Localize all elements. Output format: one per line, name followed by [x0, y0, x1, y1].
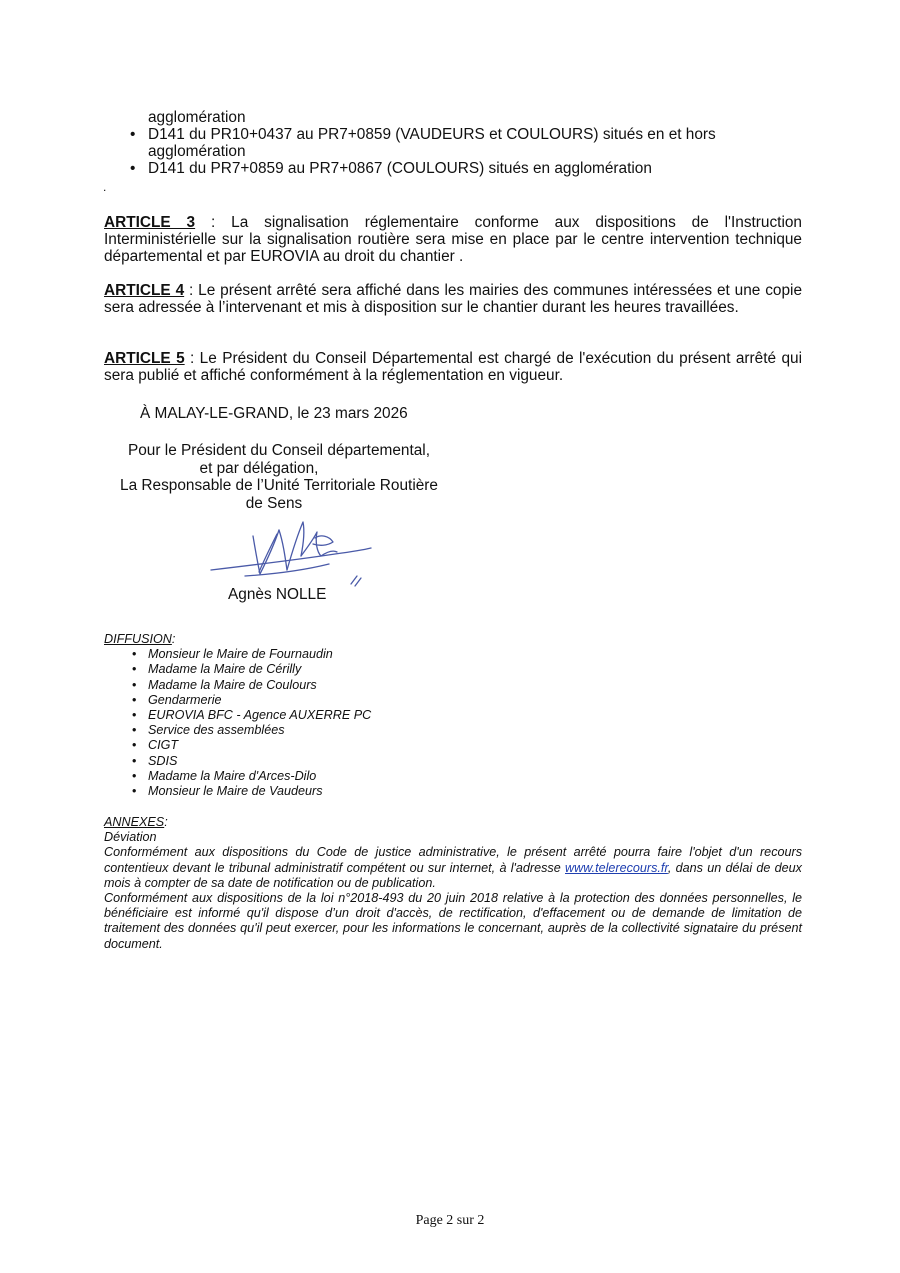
stray-dot: .: [103, 180, 107, 194]
article-label: ARTICLE 4: [104, 282, 185, 299]
article-label: ARTICLE 3: [104, 214, 196, 231]
list-item: • EUROVIA BFC - Agence AUXERRE PC: [104, 708, 802, 723]
annexes-header: ANNEXES: [104, 815, 165, 829]
article-label: ARTICLE 5: [104, 350, 185, 367]
list-item: • SDIS: [104, 754, 802, 769]
list-item: • CIGT: [104, 738, 802, 753]
list-item: • Madame la Maire d'Arces-Dilo: [104, 769, 802, 784]
article-text: : La signalisation réglementaire conforme aux dispositions de l'Instruction Interministérielle sur la signalisation routière sera mise en place par le centre intervention technique départemental et par EUROVIA au droit du chantier .: [104, 214, 802, 265]
page-number: Page 2 sur 2: [415, 1213, 485, 1228]
list-item: • Service des assemblées: [104, 723, 802, 738]
diffusion-header: DIFFUSION: [104, 632, 172, 646]
article-5: [104, 350, 802, 384]
diffusion-section: DIFFUSION: • Monsieur le Maire de Fournaudin • Madame la Maire de Cérilly • Madame la Maire de Coulours • Gendarmerie • EUROVIA BFC - Agence AUXERRE PC • Service des assemblées • CIGT • SDIS • Madame la Maire d'Arces-Dilo • Monsieur le Maire de Vaudeurs: [104, 632, 802, 799]
recours-notice: Conformément aux dispositions du Code de justice administrative, le présent arrêté pourra faire l'objet d'un recours contentieux devant le tribunal administratif compétent ou sur internet, à l'adresse www.telerecours.fr, dans un délai de deux mois à compter de sa date de notification ou de publication.: [104, 845, 802, 890]
signatory-name: Agnès NOLLE: [228, 586, 327, 603]
list-item: • D141 du PR10+0437 au PR7+0859 (VAUDEURS et COULOURS) situés en et hors agglomération: [104, 126, 802, 160]
article-text: : Le Président du Conseil Départemental est chargé de l'exécution du présent arrêté qui sera publié et affiché conformément à la réglementation en vigueur.: [104, 350, 802, 384]
article-4: [104, 282, 802, 316]
telerecours-link[interactable]: www.telerecours.fr: [565, 860, 668, 875]
annexes-section: ANNEXES: Déviation Conformément aux dispositions du Code de justice administrative, le présent arrêté pourra faire l'objet d'un recours contentieux devant le tribunal administratif compétent ou sur internet, à l'adresse www.telerecours.fr, dans un délai de deux mois à compter de sa date de notification ou de publication. Conformément aux dispositions de la loi n°2018-493 du 20 juin 2018 relative à la protection des données personnelles, le bénéficiaire est informé qu'il dispose d’un droit d'accès, de rectification, d'effacement ou de demande de limitation de traitement des données qu'il peut exercer, pour les informations le concernant, auprès de la collectivité signataire du présent document.: [104, 815, 802, 951]
signature-title: Pour le Président du Conseil départemental, et par délégation, La Responsable de l’Unité Territoriale Routière de Sens: [120, 442, 438, 512]
rgpd-notice: Conformément aux dispositions de la loi n°2018-493 du 20 juin 2018 relative à la protection des données personnelles, le bénéficiaire est informé qu'il dispose d’un droit d'accès, de rectification, d'effacement ou de demande de limitation de traitement des données qu'il peut exercer, pour les informations le concernant, auprès de la collectivité signataire du présent document.: [104, 891, 802, 951]
list-item: • Monsieur le Maire de Vaudeurs: [104, 784, 802, 799]
list-item: • Monsieur le Maire de Fournaudin: [104, 647, 802, 662]
place-date: À MALAY-LE-GRAND, le 23 mars 2026: [140, 405, 408, 422]
handwritten-signature: [205, 512, 375, 588]
article-3: [104, 214, 802, 265]
road-list-continuation: agglomération: [148, 109, 246, 126]
list-item: • Madame la Maire de Cérilly: [104, 662, 802, 677]
list-item-continuation: agglomération: [148, 143, 246, 160]
annex-deviation: Déviation: [104, 830, 157, 845]
list-item: • Gendarmerie: [104, 693, 802, 708]
road-list: [104, 109, 802, 177]
article-text: : Le présent arrêté sera affiché dans les mairies des communes intéressées et une copie sera adressée à l’intervenant et mis à disposition sur le chantier durant les heures travaillées.: [104, 282, 803, 316]
list-item: • D141 du PR7+0859 au PR7+0867 (COULOURS) situés en agglomération: [104, 160, 802, 177]
list-item: • Madame la Maire de Coulours: [104, 678, 802, 693]
